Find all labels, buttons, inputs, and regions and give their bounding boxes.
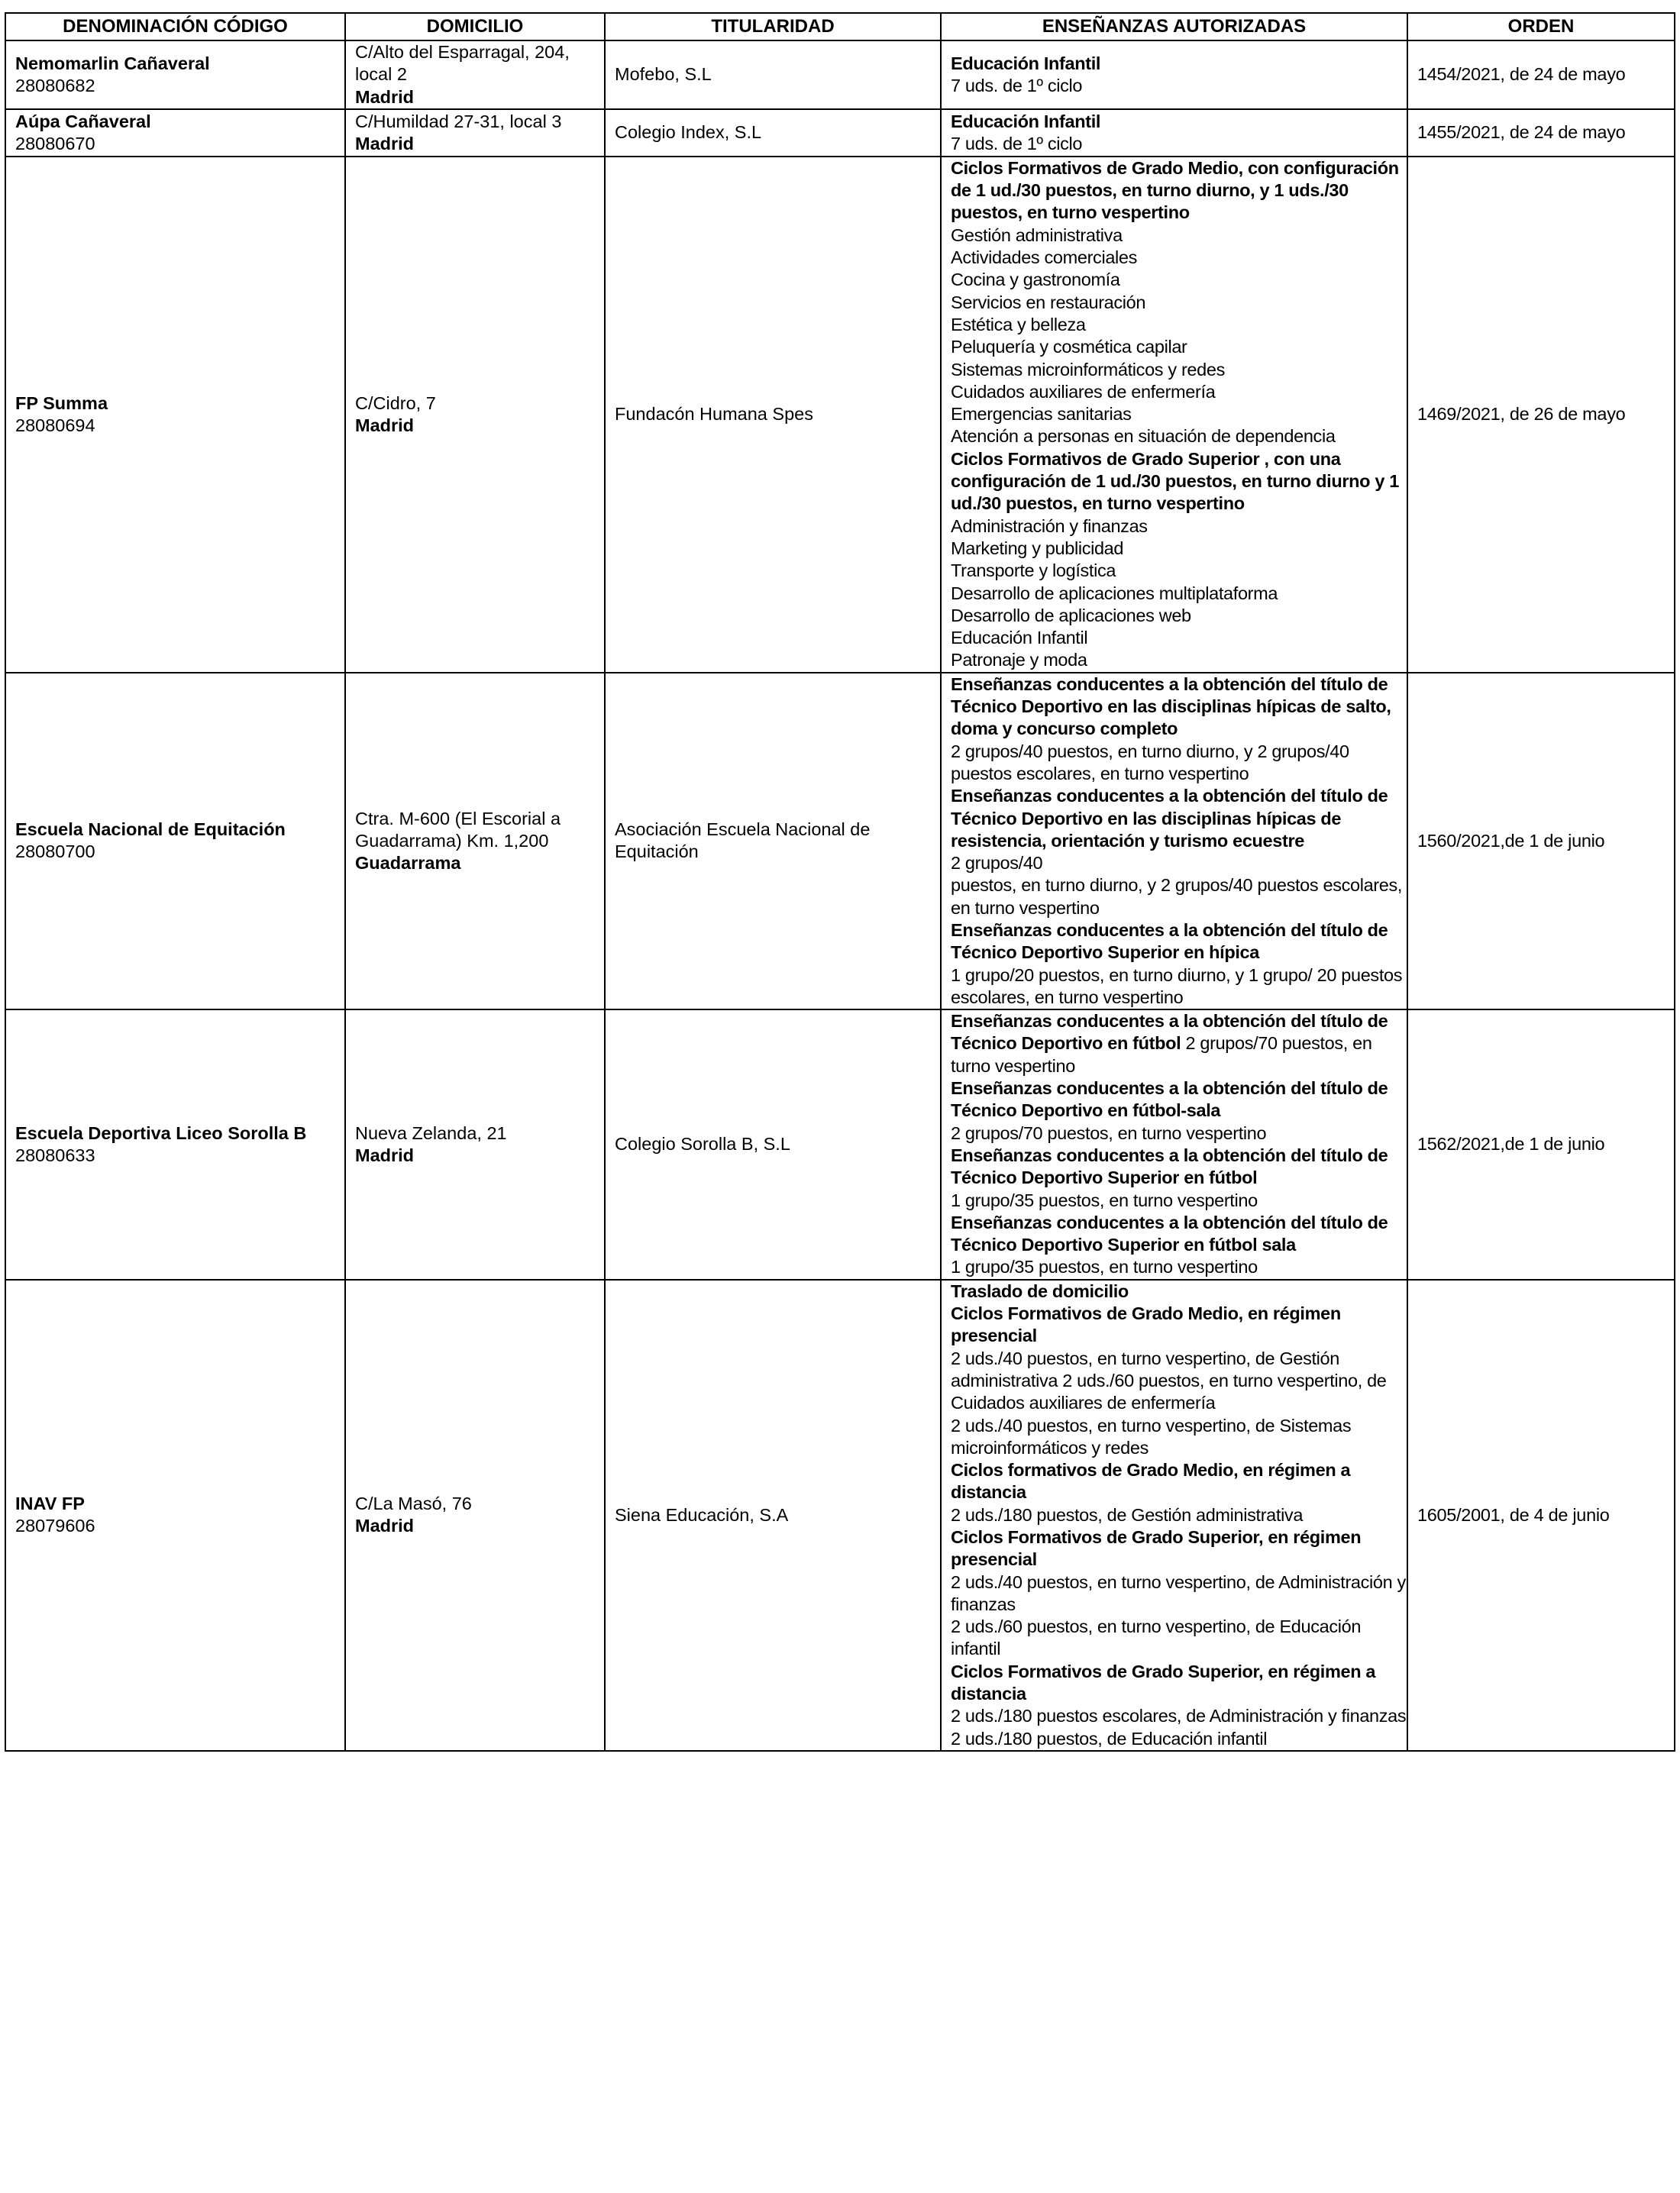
cell-denominacion bbox=[5, 157, 345, 673]
teaching-heading: Ciclos Formativos de Grado Medio, en régimen presencial bbox=[951, 1303, 1341, 1346]
teaching-detail: 2 grupos/70 puestos, en turno vespertino bbox=[951, 1033, 1372, 1076]
teaching-item: 2 uds./40 puestos, en turno vespertino, de Sistemas microinformáticos y redes bbox=[951, 1415, 1352, 1458]
cell-titularidad bbox=[605, 1280, 941, 1751]
teaching-item: Gestión administrativa bbox=[951, 224, 1123, 245]
cell-orden: 1469/2021, de 26 de mayo bbox=[1407, 157, 1675, 673]
center-name: Escuela Deportiva Liceo Sorolla B bbox=[15, 1122, 307, 1143]
teaching-item: 1 grupo/35 puestos, en turno vespertino bbox=[951, 1257, 1258, 1277]
owner-name: Fundacón Humana Spes bbox=[615, 404, 813, 425]
teaching-item: 2 uds./180 puestos, de Educación infantil bbox=[951, 1728, 1268, 1749]
cell-titularidad bbox=[605, 109, 941, 157]
teaching-item: 7 uds. de 1º ciclo bbox=[951, 75, 1083, 95]
cell-ensenanzas bbox=[941, 157, 1407, 673]
address-line: C/Alto del Esparragal, 204, bbox=[355, 42, 570, 62]
teaching-item: 2 grupos/70 puestos, en turno vespertino bbox=[951, 1122, 1267, 1143]
cell-titularidad bbox=[605, 1009, 941, 1280]
teaching-item: Atención a personas en situación de dependencia bbox=[951, 426, 1336, 447]
cell-denominacion bbox=[5, 673, 345, 1009]
teaching-heading: Traslado de domicilio bbox=[951, 1281, 1129, 1301]
owner-name: Colegio Index, S.L bbox=[615, 122, 762, 143]
teaching-heading: Enseñanzas conducentes a la obtención del título de Técnico Deportivo Superior en fútbol sala bbox=[951, 1212, 1388, 1255]
teaching-heading: Ciclos Formativos de Grado Superior , con una configuración de 1 ud./30 puestos, en turno diurno y 1 ud./30 puestos, en turno vespertino bbox=[951, 448, 1399, 514]
table-row bbox=[5, 1009, 1675, 1280]
cell-orden: 1454/2021, de 24 de mayo bbox=[1407, 40, 1675, 109]
table-row bbox=[5, 1280, 1675, 1751]
center-code: 28080682 bbox=[15, 75, 95, 95]
teaching-item: Peluquería y cosmética capilar bbox=[951, 337, 1187, 357]
cell-orden: 1605/2001, de 4 de junio bbox=[1407, 1280, 1675, 1751]
cell-domicilio bbox=[345, 109, 605, 157]
header-denominacion: DENOMINACIÓN CÓDIGO bbox=[5, 13, 345, 40]
teaching-item: 2 grupos/40 puestos, en turno diurno, y 2 grupos/40 puestos escolares, en turno vespertino bbox=[951, 741, 1349, 783]
table-row bbox=[5, 157, 1675, 673]
center-code: 28079606 bbox=[15, 1516, 95, 1536]
teaching-heading: Enseñanzas conducentes a la obtención del título de Técnico Deportivo en las disciplinas hípicas de salto, doma y concurso completo bbox=[951, 673, 1391, 739]
cell-domicilio bbox=[345, 1009, 605, 1280]
teaching-heading: Educación Infantil bbox=[951, 53, 1101, 73]
center-code: 28080670 bbox=[15, 133, 95, 153]
cell-ensenanzas bbox=[941, 109, 1407, 157]
cell-ensenanzas bbox=[941, 40, 1407, 109]
teaching-heading: Ciclos Formativos de Grado Superior, en régimen a distancia bbox=[951, 1661, 1376, 1704]
owner-name: Mofebo, S.L bbox=[615, 64, 712, 85]
table-body bbox=[5, 40, 1675, 1751]
teaching-item: Cuidados auxiliares de enfermería bbox=[951, 381, 1216, 402]
owner-name: Siena Educación, S.A bbox=[615, 1504, 789, 1525]
teaching-item: Estética y belleza bbox=[951, 314, 1086, 334]
cell-denominacion bbox=[5, 109, 345, 157]
teaching-heading: Educación Infantil bbox=[951, 111, 1101, 131]
cell-orden: 1560/2021,de 1 de junio bbox=[1407, 673, 1675, 1009]
cell-titularidad bbox=[605, 40, 941, 109]
cell-orden: 1455/2021, de 24 de mayo bbox=[1407, 109, 1675, 157]
center-name: Aúpa Cañaveral bbox=[15, 111, 151, 131]
address-line: Nueva Zelanda, 21 bbox=[355, 1122, 507, 1143]
teaching-item: 2 uds./40 puestos, en turno vespertino, de Gestión administrativa 2 uds./60 puestos, en turno vespertino, de Cuidados auxiliares de enfermería bbox=[951, 1348, 1387, 1413]
table-row bbox=[5, 40, 1675, 109]
cell-domicilio bbox=[345, 1280, 605, 1751]
address-line: C/Cidro, 7 bbox=[355, 392, 436, 413]
owner-name: Asociación Escuela Nacional de Equitación bbox=[615, 819, 871, 862]
teaching-item: Desarrollo de aplicaciones web bbox=[951, 605, 1191, 625]
address-city: Madrid bbox=[355, 1145, 415, 1165]
center-name: FP Summa bbox=[15, 392, 108, 413]
address-city: Madrid bbox=[355, 133, 415, 153]
teaching-heading: Enseñanzas conducentes a la obtención del título de Técnico Deportivo en las disciplinas hípicas de resistencia, orientación y turismo ecuestre bbox=[951, 786, 1388, 851]
cell-domicilio bbox=[345, 40, 605, 109]
cell-titularidad bbox=[605, 157, 941, 673]
teaching-item: Transporte y logística bbox=[951, 560, 1116, 581]
cell-ensenanzas bbox=[941, 1280, 1407, 1751]
center-code: 28080633 bbox=[15, 1145, 95, 1165]
cell-orden: 1562/2021,de 1 de junio bbox=[1407, 1009, 1675, 1280]
teaching-heading: Enseñanzas conducentes a la obtención del título de Técnico Deportivo Superior en fútbol bbox=[951, 1145, 1388, 1188]
address-city: Madrid bbox=[355, 1516, 415, 1536]
teaching-item: Actividades comerciales bbox=[951, 247, 1138, 268]
teaching-item: Sistemas microinformáticos y redes bbox=[951, 359, 1225, 379]
teaching-heading: Ciclos formativos de Grado Medio, en régimen a distancia bbox=[951, 1460, 1351, 1503]
teaching-item: 1 grupo/20 puestos, en turno diurno, y 1 grupo/ 20 puestos escolares, en turno vespertino bbox=[951, 964, 1403, 1007]
center-name: Escuela Nacional de Equitación bbox=[15, 819, 286, 840]
header-orden: ORDEN bbox=[1407, 13, 1675, 40]
teaching-item: Administración y finanzas bbox=[951, 515, 1148, 536]
teaching-item: Servicios en restauración bbox=[951, 292, 1146, 312]
teaching-heading: Enseñanzas conducentes a la obtención del título de Técnico Deportivo en fútbol 2 grupos/70 puestos, en turno vespertino bbox=[951, 1011, 1388, 1076]
teaching-item: Cocina y gastronomía bbox=[951, 270, 1120, 290]
teaching-item: 2 uds./180 puestos escolares, de Administración y finanzas bbox=[951, 1706, 1407, 1726]
address-line: C/Humildad 27-31, local 3 bbox=[355, 111, 562, 131]
teaching-item: Emergencias sanitarias bbox=[951, 404, 1132, 425]
teaching-heading: Enseñanzas conducentes a la obtención del título de Técnico Deportivo Superior en hípica bbox=[951, 919, 1388, 963]
address-line: C/La Masó, 76 bbox=[355, 1494, 472, 1514]
center-code: 28080700 bbox=[15, 841, 95, 862]
centers-table bbox=[5, 12, 1675, 1752]
teaching-item: 1 grupo/35 puestos, en turno vespertino bbox=[951, 1190, 1258, 1210]
address-line: local 2 bbox=[355, 64, 407, 85]
teaching-heading: Ciclos Formativos de Grado Superior, en régimen presencial bbox=[951, 1527, 1362, 1570]
teaching-item: Marketing y publicidad bbox=[951, 538, 1124, 558]
cell-ensenanzas bbox=[941, 673, 1407, 1009]
teaching-item: 7 uds. de 1º ciclo bbox=[951, 133, 1083, 153]
table-header bbox=[5, 13, 1675, 40]
teaching-item: Desarrollo de aplicaciones multiplataforma bbox=[951, 583, 1278, 603]
address-city: Guadarrama bbox=[355, 853, 461, 874]
teaching-heading: Ciclos Formativos de Grado Medio, con configuración de 1 ud./30 puestos, en turno diurno, y 1 uds./30 puestos, en turno vespertino bbox=[951, 157, 1399, 223]
owner-name: Colegio Sorolla B, S.L bbox=[615, 1134, 790, 1155]
cell-denominacion bbox=[5, 1280, 345, 1751]
center-name: INAV FP bbox=[15, 1494, 85, 1514]
address-city: Madrid bbox=[355, 415, 415, 435]
header-titularidad: TITULARIDAD bbox=[605, 13, 941, 40]
teaching-item: Educación Infantil bbox=[951, 628, 1088, 648]
cell-titularidad bbox=[605, 673, 941, 1009]
cell-domicilio bbox=[345, 157, 605, 673]
table-row bbox=[5, 109, 1675, 157]
teaching-item: 2 uds./180 puestos, de Gestión administrativa bbox=[951, 1504, 1304, 1525]
teaching-item: Patronaje y moda bbox=[951, 650, 1087, 670]
center-name: Nemomarlin Cañaveral bbox=[15, 53, 210, 73]
teaching-heading: Enseñanzas conducentes a la obtención del título de Técnico Deportivo en fútbol-sala bbox=[951, 1078, 1388, 1121]
cell-denominacion bbox=[5, 40, 345, 109]
header-row bbox=[5, 13, 1675, 40]
address-line: Ctra. M-600 (El Escorial a Guadarrama) Km. 1,200 bbox=[355, 808, 561, 851]
header-domicilio: DOMICILIO bbox=[345, 13, 605, 40]
teaching-item: puestos, en turno diurno, y 2 grupos/40 puestos escolares, en turno vespertino bbox=[951, 875, 1403, 918]
center-code: 28080694 bbox=[15, 415, 95, 435]
header-ensenanzas: ENSEÑANZAS AUTORIZADAS bbox=[941, 13, 1407, 40]
address-city: Madrid bbox=[355, 86, 415, 107]
table-row bbox=[5, 673, 1675, 1009]
cell-domicilio bbox=[345, 673, 605, 1009]
teaching-item: 2 uds./60 puestos, en turno vespertino, de Educación infantil bbox=[951, 1616, 1362, 1659]
teaching-item: 2 grupos/40 bbox=[951, 853, 1043, 874]
cell-denominacion bbox=[5, 1009, 345, 1280]
teaching-item: 2 uds./40 puestos, en turno vespertino, de Administración y finanzas bbox=[951, 1571, 1406, 1614]
cell-ensenanzas bbox=[941, 1009, 1407, 1280]
